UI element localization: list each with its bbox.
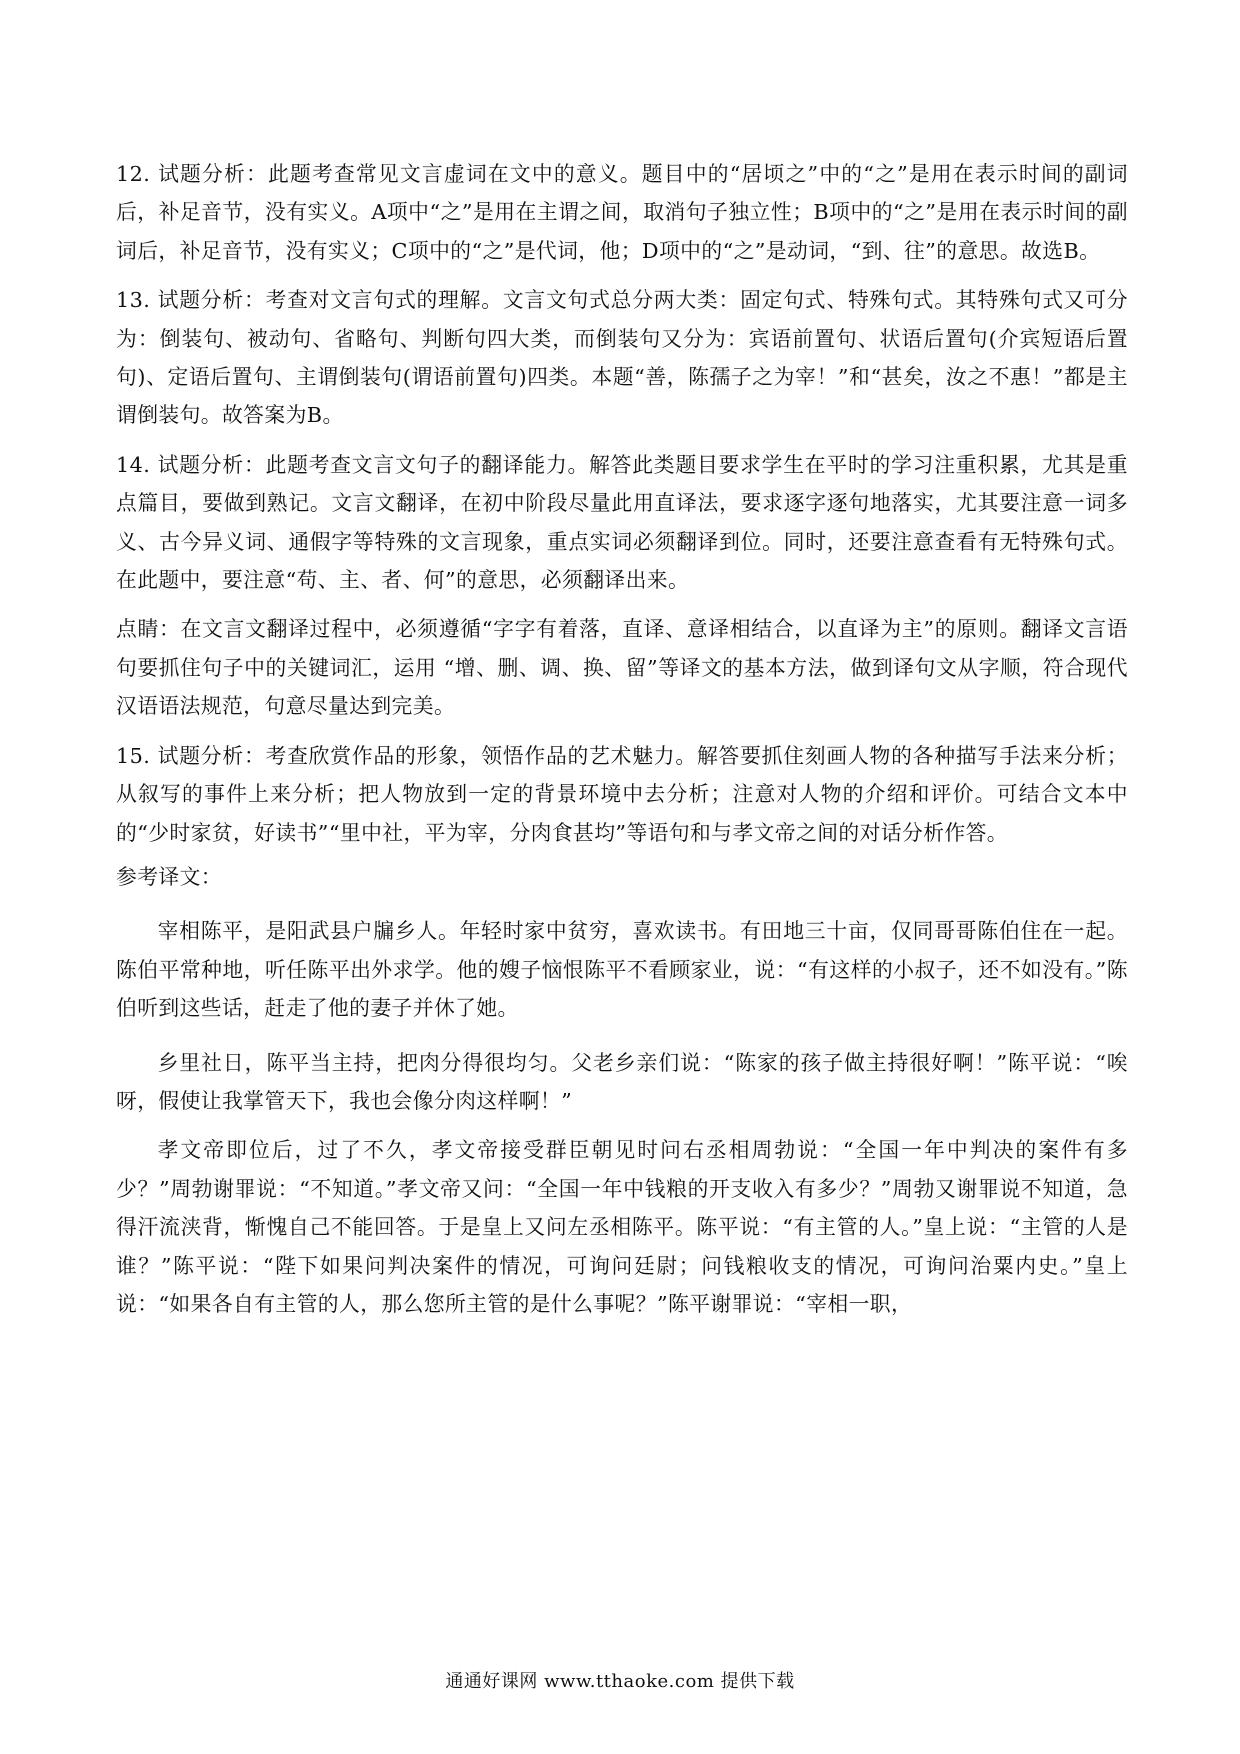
- tip-paragraph: 点睛：在文言文翻译过程中，必须遵循“字字有着落，直译、意译相结合，以直译为主”的原则。翻译文言语句要抓住句子中的关键词汇，运用 “增、删、调、换、留”等译文的基本方法，做到译句文从字顺，符合现代汉语语法规范，句意尽量达到完美。: [116, 617, 1128, 719]
- answer-14: 14. 试题分析：此题考查文言文句子的翻译能力。解答此类题目要求学生在平时的学习注重积累，尤其是重点篇目，要做到熟记。文言文翻译，在初中阶段尽量此用直译法，要求逐字逐句地落实，尤其要注意一词多义、古今异义词、通假字等特殊的文言现象，重点实词必须翻译到位。同时，还要注意查看有无特殊句式。在此题中，要注意“苟、主、者、何”的意思，必须翻译出来。: [116, 452, 1128, 593]
- answer-12: 12. 试题分析：此题考查常见文言虚词在文中的意义。题目中的“居顷之”中的“之”是用在表示时间的副词后，补足音节，没有实义。A项中“之”是用在主谓之间，取消句子独立性；B项中的“之”是用在表示时间的副词后，补足音节，没有实义；C项中的“之”是代词，他；D项中的“之”是动词，“到、往”的意思。故选B。: [116, 162, 1128, 263]
- translation-paragraph-3: 孝文帝即位后，过了不久，孝文帝接受群臣朝见时问右丞相周勃说：“全国一年中判决的案件有多少？”周勃谢罪说：“不知道。”孝文帝又问：“全国一年中钱粮的开支收入有多少？”周勃又谢罪说不知道，急得汗流浃背，惭愧自己不能回答。于是皇上又问左丞相陈平。陈平说：“有主管的人。”皇上说：“主管的人是谁？”陈平说：“陛下如果问判决案件的情况，可询问廷尉；问钱粮收支的情况，可询问治粟内史。”皇上说：“如果各自有主管的人，那么您所主管的是什么事呢？”陈平谢罪说：“宰相一职，: [116, 1138, 1128, 1316]
- spacer: [116, 435, 1128, 446]
- spacer: [116, 896, 1128, 912]
- spacer: [116, 1120, 1128, 1131]
- page-footer: 通通好课网 www.tthaoke.com 提供下载: [445, 1671, 795, 1692]
- translation-paragraph-1: 宰相陈平，是阳武县户牖乡人。年轻时家中贫穷，喜欢读书。有田地三十亩，仅同哥哥陈伯住在一起。陈伯平常种地，听任陈平出外求学。他的嫂子恼恨陈平不看顾家业，说：“有这样的小叔子，还不如没有。”陈伯听到这些话，赶走了他的妻子并休了她。: [116, 919, 1128, 1021]
- spacer: [116, 599, 1128, 610]
- reference-translation-heading: 参考译文：: [116, 864, 222, 889]
- spacer: [116, 726, 1128, 737]
- answer-15: 15. 试题分析：考查欣赏作品的形象，领悟作品的艺术魅力。解答要抓住刻画人物的各种描写手法来分析；从叙写的事件上来分析；把人物放到一定的背景环境中去分析；注意对人物的介绍和评价。可结合文本中的“少时家贫，好读书”“里中社，平为宰，分肉食甚均”等语句和与孝文帝之间的对话分析作答。: [116, 743, 1128, 845]
- page-body: [116, 155, 1128, 1323]
- spacer: [116, 270, 1128, 281]
- spacer: [116, 1028, 1128, 1044]
- answer-13: 13. 试题分析：考查对文言句式的理解。文言文句式总分两大类：固定句式、特殊句式。其特殊句式又可分为：倒装句、被动句、省略句、判断句四大类，而倒装句又分为：宾语前置句、状语后置句(介宾短语后置句)、定语后置句、主谓倒装句(谓语前置句)四类。本题“善，陈孺子之为宰！”和“甚矣，汝之不惠！”都是主谓倒装句。故答案为B。: [116, 288, 1128, 428]
- translation-paragraph-2: 乡里社日，陈平当主持，把肉分得很均匀。父老乡亲们说：“陈家的孩子做主持很好啊！”陈平说：“唉呀，假使让我掌管天下，我也会像分肉这样啊！”: [116, 1050, 1128, 1113]
